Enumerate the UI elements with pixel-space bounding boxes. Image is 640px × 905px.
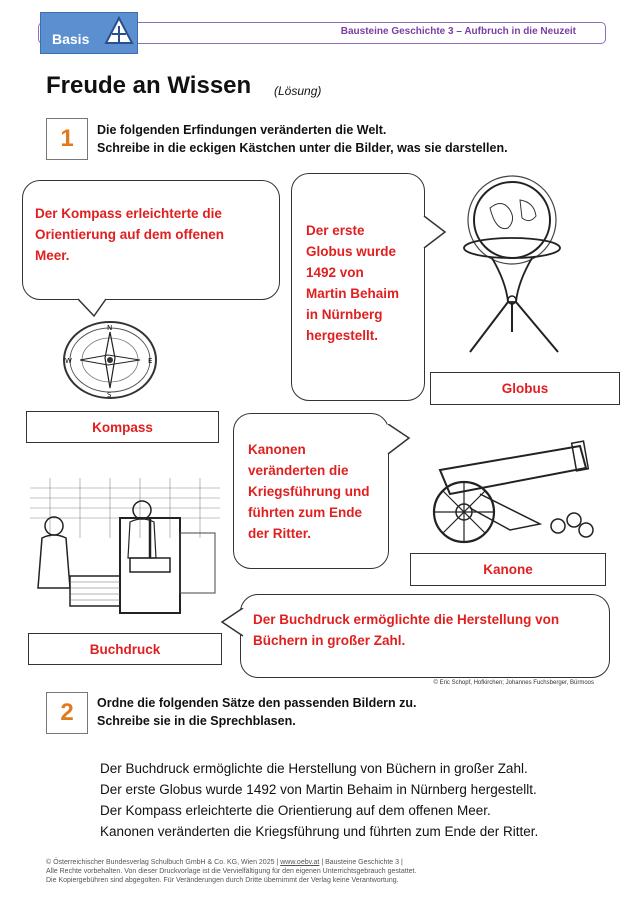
sentence-item: Der Buchdruck ermöglichte die Herstellung von Büchern in großer Zahl. — [100, 761, 528, 776]
page-subtitle: (Lösung) — [274, 84, 322, 98]
series-title: Bausteine Geschichte 3 – Aufbruch in die Neuzeit — [340, 26, 576, 37]
page-title: Freude an Wissen — [46, 72, 252, 99]
label-box-buchdruck: Buchdruck — [28, 633, 222, 665]
sentence-item: Kanonen veränderten die Kriegsführung und führten zum Ende der Ritter. — [100, 824, 539, 839]
bubble-line: Martin Behaim — [306, 286, 400, 301]
bubble-line: hergestellt. — [306, 328, 379, 343]
bubble-line: der Ritter. — [248, 526, 312, 541]
bubble-tail-kanone — [387, 424, 411, 456]
sentence-list — [100, 758, 538, 842]
footer-copyright — [46, 858, 416, 885]
footer-line-1 — [46, 858, 416, 867]
bubble-line: Büchern in großer Zahl. — [253, 633, 406, 648]
svg-text:S: S — [107, 391, 112, 399]
svg-text:W: W — [65, 357, 72, 365]
footer-text: © Österreichischer Bundesverlag Schulbuch GmbH & Co. KG, Wien 2025 | — [46, 859, 281, 866]
bubble-tail-buchdruck — [220, 608, 244, 638]
bubble-line: führten zum Ende — [248, 505, 362, 520]
bubble-line: in Nürnberg — [306, 307, 383, 322]
footer-line-2: Alle Rechte vorbehalten. Von dieser Druckvorlage ist die Vervielfältigung für den eigenen Unterrichtsgebrauch gestattet. — [46, 868, 417, 875]
globe-illustration — [450, 172, 580, 372]
label-box-kanone: Kanone — [410, 553, 606, 586]
label-box-globus: Globus — [430, 372, 620, 405]
printing-press-illustration — [30, 478, 220, 623]
basis-logo-text: Basis — [52, 31, 90, 47]
bubble-text-kanone — [248, 439, 370, 544]
bubble-tail-kompass — [78, 298, 108, 318]
bubble-text-kompass — [35, 203, 224, 266]
bubble-text-globus — [306, 220, 399, 346]
image-credit: © Eric Schopf, Hofkirchen; Johannes Fuchsberger, Bürmoos — [433, 680, 594, 686]
bubble-line: Kriegsführung und — [248, 484, 370, 499]
sentence-item: Der Kompass erleichterte die Orientierung auf dem offenen Meer. — [100, 803, 491, 818]
bubble-line: Der Buchdruck ermöglichte die Herstellung von — [253, 612, 560, 627]
bubble-line: veränderten die — [248, 463, 349, 478]
label-box-kompass: Kompass — [26, 411, 219, 443]
svg-text:E: E — [148, 357, 153, 365]
task-1-line-1: Die folgenden Erfindungen veränderten die Welt. — [97, 123, 387, 137]
task-1-instruction — [97, 121, 508, 157]
task-2-line-1: Ordne die folgenden Sätze den passenden Bildern zu. — [97, 696, 417, 710]
basis-triangle-icon — [104, 16, 134, 46]
publisher-link[interactable]: www.oebv.at — [280, 859, 320, 866]
bubble-line: Der erste — [306, 223, 365, 238]
svg-text:N: N — [107, 324, 113, 332]
bubble-line: Orientierung auf dem offenen — [35, 227, 225, 242]
bubble-line: Der Kompass erleichterte die — [35, 206, 222, 221]
bubble-line: Meer. — [35, 248, 70, 263]
bubble-line: Kanonen — [248, 442, 306, 457]
bubble-line: 1492 von — [306, 265, 364, 280]
task-1-number: 1 — [46, 118, 88, 160]
task-2-number: 2 — [46, 692, 88, 734]
task-1-line-2: Schreibe in die eckigen Kästchen unter die Bilder, was sie darstellen. — [97, 141, 508, 155]
bubble-text-buchdruck — [253, 609, 559, 651]
footer-line-3: Die Kopiergebühren sind abgegolten. Für Veränderungen durch Dritte übernimmt der Verlag keine Verantwortung. — [46, 877, 399, 884]
task-2-line-2: Schreibe sie in die Sprechblasen. — [97, 714, 296, 728]
cannon-illustration — [420, 438, 600, 548]
bubble-tail-globus — [423, 216, 447, 250]
sentence-item: Der erste Globus wurde 1492 von Martin Behaim in Nürnberg hergestellt. — [100, 782, 537, 797]
compass-illustration — [60, 318, 160, 400]
footer-text: | Bausteine Geschichte 3 | — [319, 859, 403, 866]
task-2-instruction — [97, 694, 417, 730]
bubble-line: Globus wurde — [306, 244, 397, 259]
